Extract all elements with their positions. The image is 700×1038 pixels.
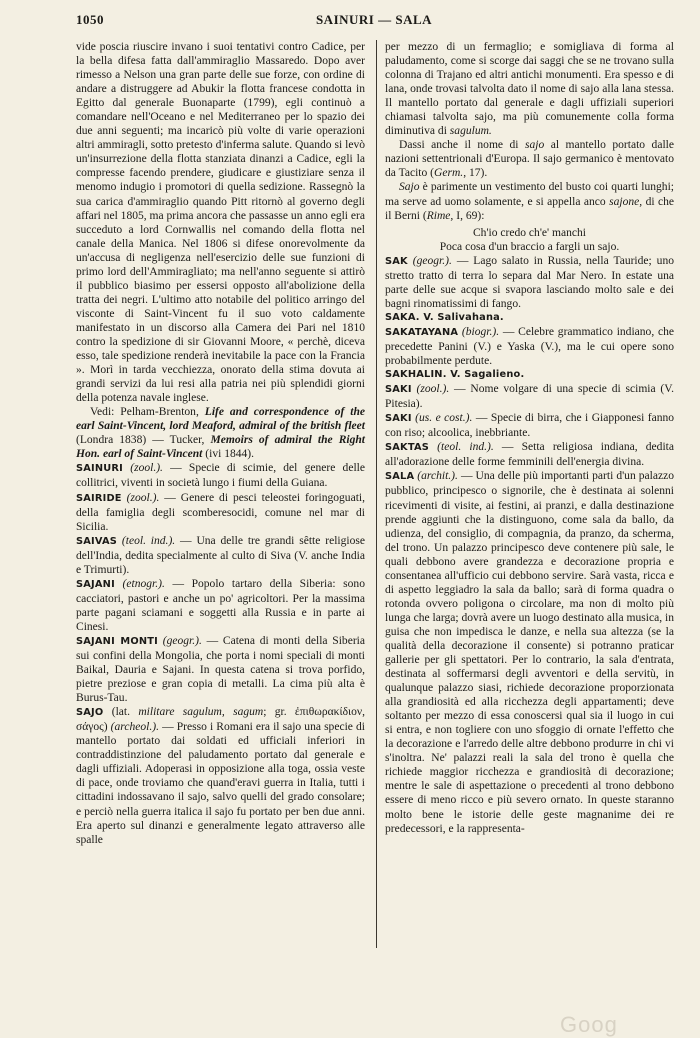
- headword: SAJANI: [76, 578, 115, 590]
- column-divider: [376, 40, 377, 948]
- entry-sak: SAK (geogr.). — Lago salato in Russia, nella Tauride; uno stretto tratto di terra lo separa dal Mar Nero. In estate una parte delle sue acque si svapora lasciando molto sale e dei bagni rinomatissimi di fango.: [385, 254, 674, 310]
- entry-sairide: SAIRIDE (zool.). — Genere di pesci teleostei foringoguati, della famiglia degli scomberesocidi, comune nel mar di Sicilia.: [76, 491, 365, 533]
- entry-sakhalin: SAKHALIN. V. Sagalieno.: [385, 369, 525, 381]
- headword: SALA: [385, 471, 415, 483]
- entry-saki-costume: SAKI (us. e cost.). — Specie di birra, che i Giapponesi fanno con riso; alcoolica, inebbriante.: [385, 412, 675, 440]
- right-column: [385, 40, 674, 836]
- entry-saki-zool: SAKI (zool.). — Nome volgare di una specie di scimia (V. Pitesia).: [385, 383, 675, 411]
- entry-sakatayana: SAKATAYANA (biogr.). — Celebre grammatico indiano, che precedette Panini (V.) e Yaska (V.), ma le cui opere sono probabilmente perdute.: [385, 325, 674, 368]
- headword: SAJO: [76, 707, 104, 719]
- entry-sajo: SAJO (lat. militare sagulum, sagum; gr. ἐπιθωρακίδιον, σάγος) (archeol.). — Presso i Romani era il sajo una specie di mantello portato dai soldati ed ufficiali inferiori in contraddistinzione del paludamento portato dal generale e dagli uffiziali. Adoperasi in opposizione alla toga, ossia veste di pace, onde troviamo che quand'eravi guerra in Italia, tutti i cittadini indossavano il sajo, salvo quelli del grado consolare; e perciò nella guerra italica il sajo fu portato per ben due anni. Era aperto sul dinanzi e generalmente legato attraverso alle spalle: [76, 706, 366, 846]
- headword: SAKI: [385, 413, 412, 425]
- verse-line-2: Poca cosa d'un braccio a fargli un sajo.: [439, 240, 620, 253]
- headword: SAK: [385, 255, 408, 267]
- headword: SAJANI MONTI: [76, 635, 158, 647]
- headword: SAIVAS: [76, 535, 118, 547]
- verse-line-1: Ch'io credo ch'e' manchi: [472, 226, 586, 239]
- references-paragraph: Vedi: Pelham-Brenton, Life and correspondence of the earl Saint-Vincent, lord Meaford, admiral of the british fleet (Londra 1838) — Tucker, Memoirs of admiral the Right Hon. earl of Saint-Vincent (ivi 1844).: [76, 406, 366, 461]
- sajo-paragraph-2: Dassi anche il nome di sajo al mantello portato dalle nazioni settentrionali d'Europa. Il sajo germanico è mentovato da Tacito (Germ., 17).: [385, 139, 674, 180]
- page-number: 1050: [76, 12, 104, 27]
- left-column: [76, 40, 365, 847]
- entry-sajani-monti: SAJANI MONTI (geogr.). — Catena di monti della Siberia sui confini della Mongolia, che porta i nomi speciali di monti Baikal, Dauria e Sajani. In questa catena si trova porfido, pietre preziose e gran copia di metalli. La cima più alta è Burus-Tau.: [76, 634, 365, 705]
- page-header: [76, 12, 672, 32]
- sajo-continuation-paragraph: per mezzo di un fermaglio; e somigliava di forma al paludamento, come si scorge dai saggi che se ne trovano sulla colonna di Trajano ed altri antichi monumenti. Era spesso e di lana, onde trovasi talvolta dato il nome di sajo alla lana stessa. Il mantello portato dal generale e dagli uffiziali superiori chiamasi talvolta sajo, ma più comunemente colla forma diminutiva di sagulum.: [385, 41, 674, 138]
- headword: SAKATAYANA: [385, 326, 459, 338]
- entry-sala: SALA (archit.). — Una delle più importanti parti d'un palazzo pubblico, principesco o signorile, che è destinata ai solenni ricevimenti di visite, ai festini, ai pranzi, e dalla destinazione prende aggiunti che la distinguono, come sala da ballo, da udienza, del consiglio, di compagnia, da pranzo, da scherma, del trono. Un palazzo principesco deve contenere più sale, le quali debbono avere grandezza e decorazione propria e consentanea all'ufficio cui debbono servire. Sarà vasta, ricca e di aspetto leggiadro la sala da ballo; sarà di forma quadra o rotonda ovvero poligona o circolare, ma non di molto più lunga che larga; dovrà avere un luogo destinato alla musica, in guisa che non impedisca le danze, e nella sua altezza (se la qualità della decorazione il consente) si potranno praticar gallerie per gli spettatori. Per lo contrario, la sala d'entrata, destinata al soffermarsi degli avventori e della servitù, in qualunque palazzo siasi, richiede decorazione proporzionata alla grandiosità ed alla ricchezza degli appartamenti; deve soltanto per mezzo di essa conoscersi qual sia il luogo in cui si entra, e non togliere con uno sfoggio di ornate l'effetto che la decorazione e l'arredo delle altre debbono produrre in chi vi s'inoltra. Ne' palazzi reali la sala del trono è quella che richiede maggior ricchezza e grandiosità di decorazione; mentre le sale di aspettazione o precedenti al trono debbono essere di meno ricco e più severo ornato. In queste staranno molto bene le istorie delle geste magnanime dei re predecessori, e la rappresenta-: [385, 470, 675, 835]
- headword: SAINURI: [76, 463, 124, 475]
- entry-sajani: SAJANI (etnogr.). — Popolo tartaro della Siberia: sono cacciatori, pastori e anche un po' agricoltori. Per la massima parte pagani sciamani e soggetti alla Russia e in parte ai Cinesi.: [76, 577, 365, 633]
- running-title: SAINURI — SALA: [315, 12, 433, 27]
- sajo-paragraph-3: Sajo è parimente un vestimento del busto coi quarti lunghi; ma serve ad uomo solamente, e si appella anco sajone, di che il Berni (Rime, I, 69):: [385, 181, 674, 222]
- entry-sainuri: SAINURI (zool.). — Specie di scimie, del genere delle collitrici, viventi in società lungo i fiumi della Guiana.: [76, 462, 365, 490]
- entry-saivas: SAIVAS (teol. ind.). — Una delle tre grandi sêtte religiose dell'India, dedita specialmente al culto di Siva (V. anche India e Trimurti).: [76, 534, 365, 576]
- google-watermark: Goog: [560, 1012, 618, 1037]
- saint-vincent-biography-paragraph: vide poscia riuscire invano i suoi tentativi contro Cadice, per la bella difesa fatta dall'ammiraglio Massaredo. Dopo aver rimesso a Nelson una gran parte delle sue forze, con ordine di andare a distruggere ad Abukir la flotta francese condotta in Egitto dal generale Buonaparte (1799), egli continuò a comandare nell'Oceano e nel Mediterraneo per lo spazio dei due anni seguenti; ma incaricò più volte di varie operazioni altri ammiragli, sotto pretesto d'inferma salute. Quando si levò un'insurrezione della flotta stanziata dinanzi a Cadice, egli la compresse facendo prendere, giudicare e giustiziare senza il menomo indugio i promotori di quella sedizione. Rassegnò la sua carica d'ammiraglio quando Pitt ritornò al governo degli affari nel 1805, ma prima ancora che passasse un anno egli era succeduto a lord Cornwallis nel comando della flotta nel canale della Manica. Nel 1806 si difese onorevolmente da un'accusa di negligenza nell'esercizio delle sue funzioni di primo lord dell'Ammiragliato; ma nell'anno seguente si attirò il pubblico biasimo per essersi opposto all'abolizione della tratta dei negri. L'ultimo atto notabile del politico arringo del visconte di Saint-Vincent fu il suo voto caldamente manifestato in un discorso alla Camera dei Pari nel 1810 contro la spedizione di sir Giovanni Moore, « perchè, diceva esso, tale spedizione renderà inevitabile la pace con la Francia ». Morì in tarda vecchiezza, onorato della stima dovuta ai grandi servizi da lui resi alla patria nei più splendidi giorni della potenza navale inglese.: [76, 41, 365, 405]
- entry-saktas: SAKTAS (teol. ind.). — Setta religiosa indiana, dedita all'adorazione delle forme femminili dell'energia divina.: [385, 441, 674, 469]
- headword: SAIRIDE: [76, 492, 122, 504]
- headword: SAKTAS: [385, 442, 429, 454]
- headword: SAKI: [385, 384, 412, 396]
- entry-saka: SAKA. V. Salivahana.: [385, 311, 504, 323]
